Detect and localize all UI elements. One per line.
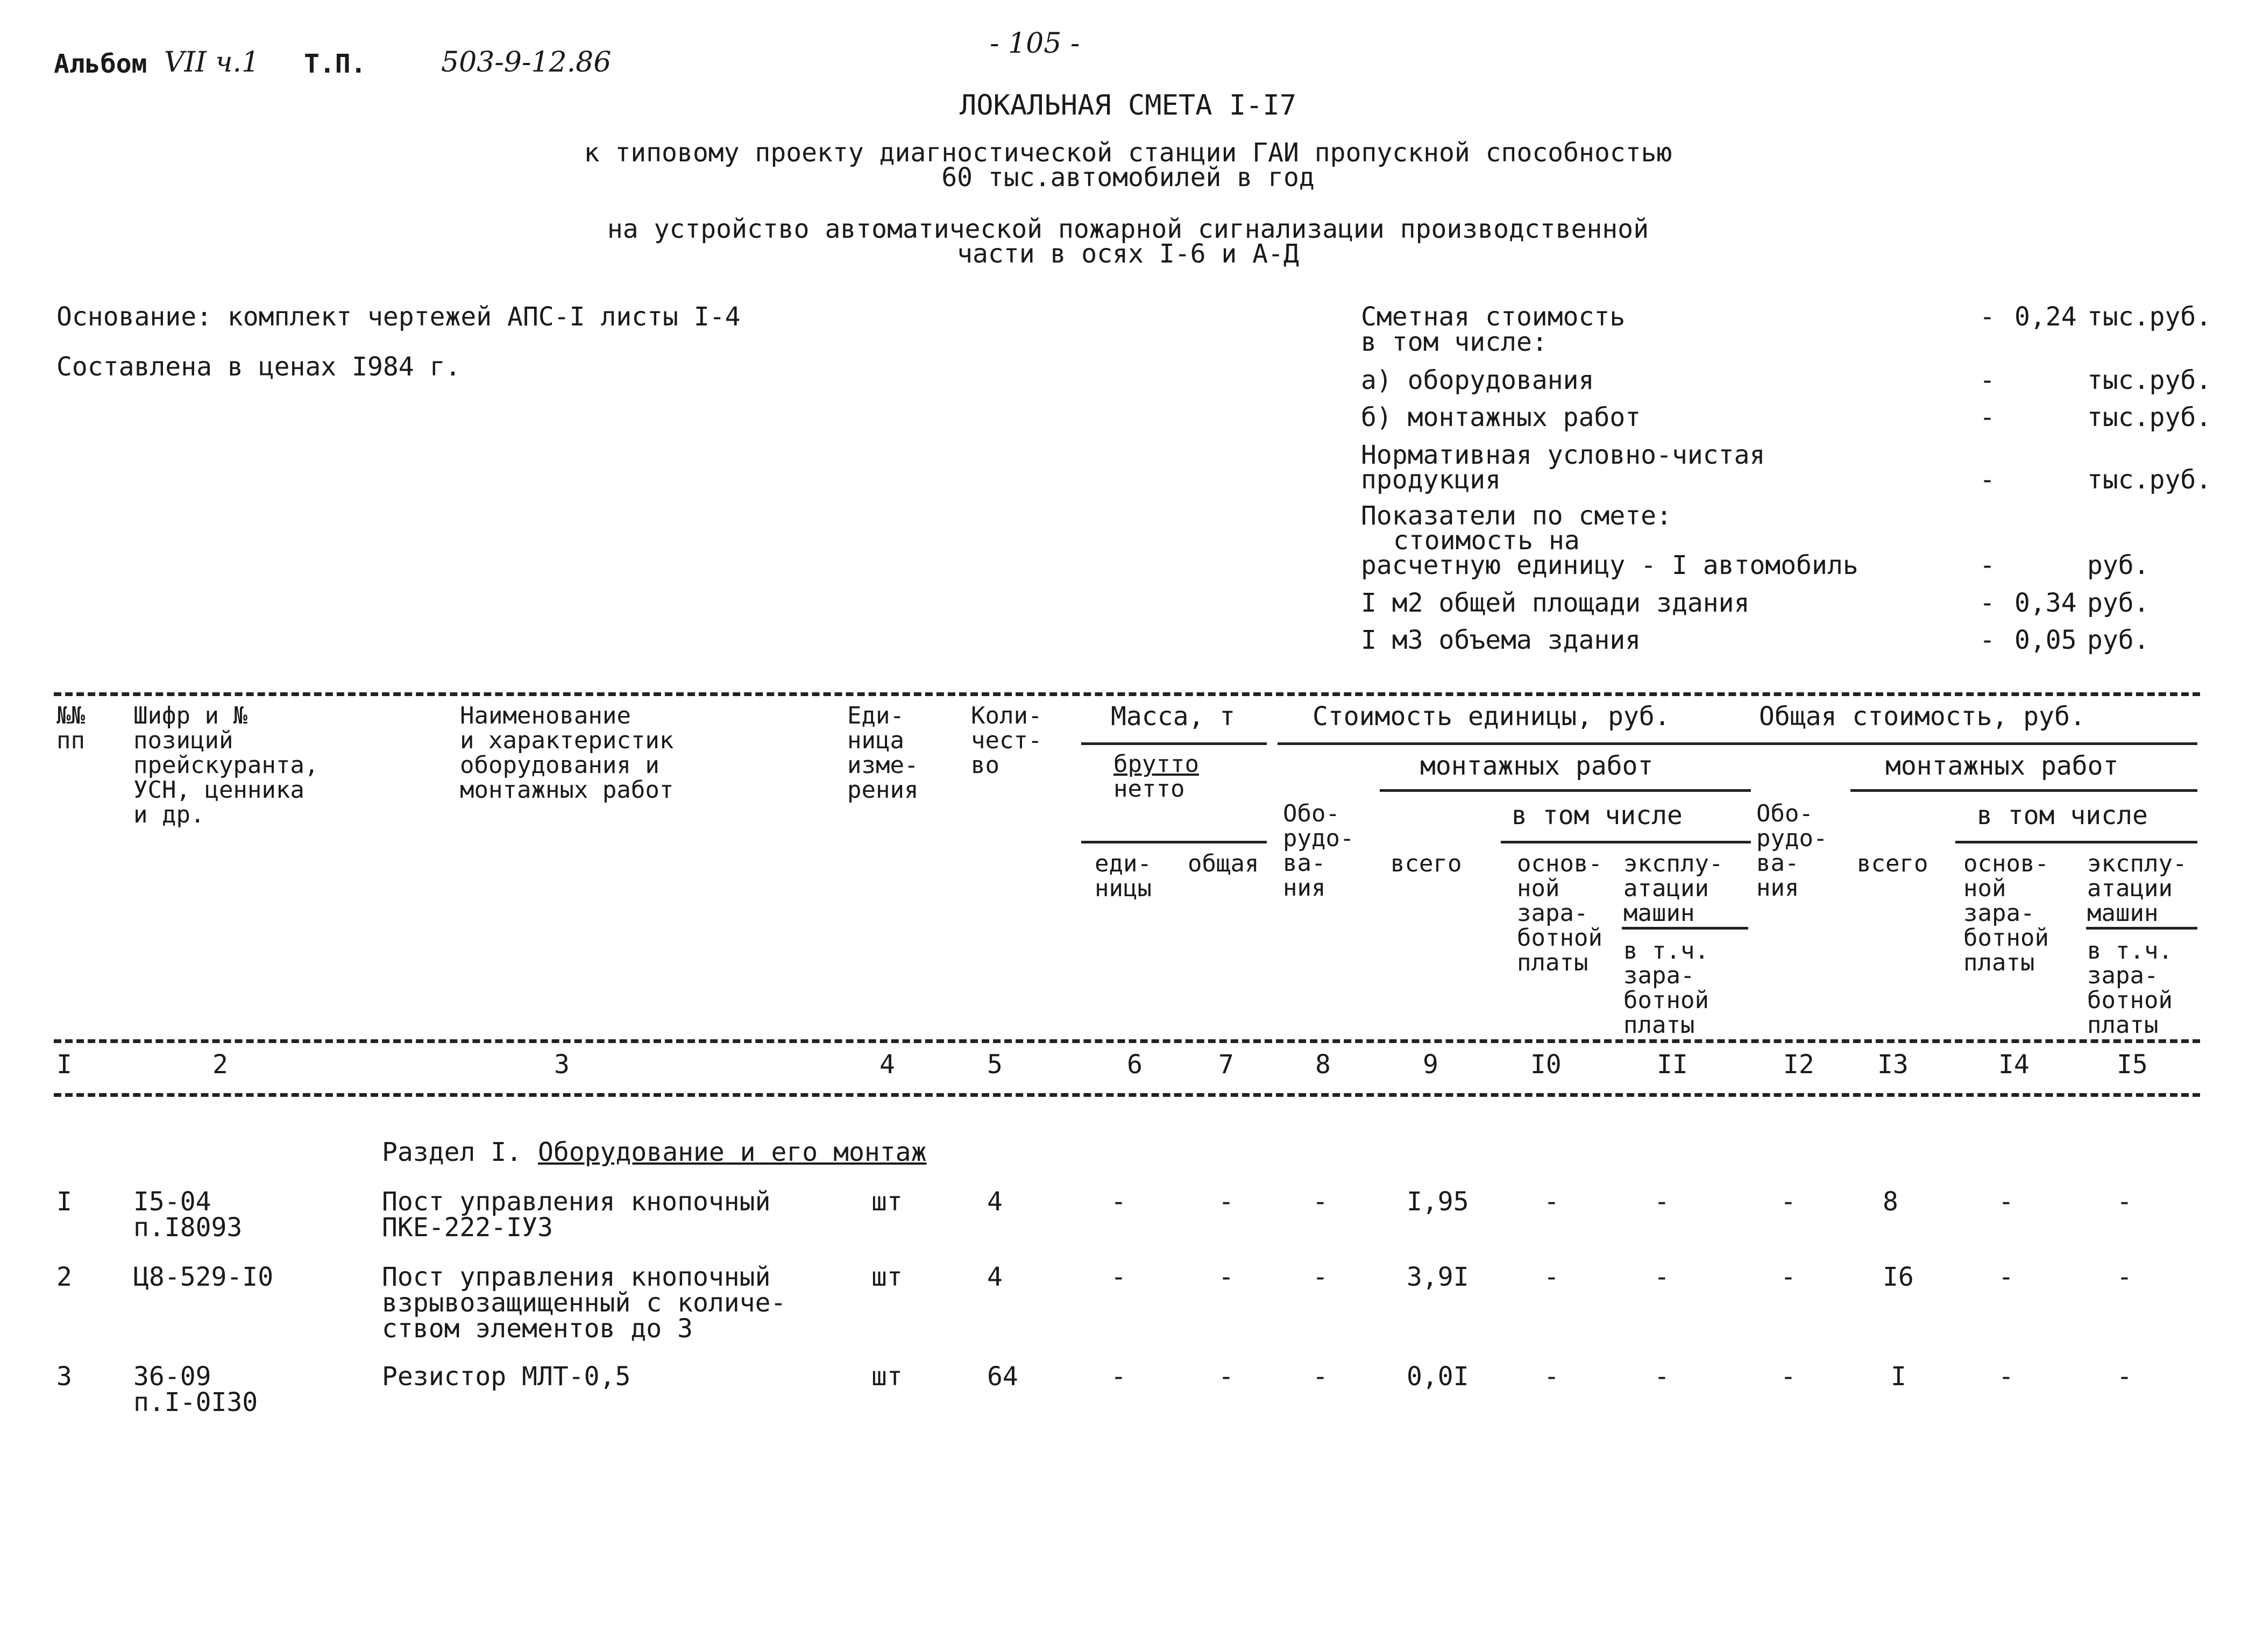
row-quantity: 4 [987,1262,1003,1292]
row-code: I5-04 п.I8093 [133,1187,243,1243]
col-header-equipment-total: Обо- рудо- ва- ния [1756,800,1828,902]
col-header-total-cost: Общая стоимость, руб. [1759,701,2085,732]
row-machines-total: - [2117,1187,2132,1217]
machines-total-rule [2086,927,2197,930]
row-number: 2 [56,1262,72,1292]
album-handwritten: VII ч.1 [164,46,260,79]
summary-dash: - [1980,588,1995,618]
summary-indicators-label-3: расчетную единицу - I автомобиль [1361,550,1858,580]
summary-installation-label: б) монтажных работ [1361,402,1641,433]
col-header-quantity: Коли- чест- во [971,702,1042,779]
col-number: 9 [1423,1050,1438,1080]
row-wage: - [1544,1262,1559,1292]
album-label: Альбом [54,49,147,79]
including-total-rule [1955,841,2197,843]
col-number: 4 [879,1050,895,1080]
col-header-wage: основ- ной зара- ботной платы [1517,850,1602,976]
summary-estimated-cost-value: 0,24 [2014,302,2077,332]
summary-dash: - [1980,465,1995,495]
summary-unit: руб. [2087,625,2149,655]
row-equipment-cost: - [1313,1262,1328,1292]
col-number: I2 [1783,1050,1814,1080]
col-header-all-total: всего [1857,850,1928,877]
col-numbers-bottom-rule [54,1093,2200,1097]
section-title: Оборудование и его монтаж [538,1137,927,1167]
row-code: Ц8-529-I0 [133,1262,274,1292]
row-name: Резистор МЛТ-0,5 [382,1362,631,1392]
including-rule [1501,841,1751,843]
summary-unit: руб. [2087,588,2149,618]
col-header-unit-cost: Стоимость единицы, руб. [1313,701,1670,732]
installation-total-rule [1850,789,2197,792]
col-header-mass-unit: еди- ницы [1095,850,1152,902]
col-number: 6 [1127,1050,1143,1080]
page-number: - 105 - [990,27,1080,60]
col-header-machines-wage-total: в т.ч. зара- ботной платы [2087,937,2173,1039]
machines-rule [1622,927,1748,930]
col-header-all: всего [1391,850,1462,877]
summary-unit: тыс.руб. [2087,302,2212,332]
summary-area-label: I м2 общей площади здания [1361,588,1750,618]
document-title: ЛОКАЛЬНАЯ СМЕТА I-I7 [959,89,1297,122]
row-machines: - [1654,1187,1670,1217]
col-header-installation-total: монтажных работ [1885,751,2119,781]
tp-label: Т.П. [304,49,366,79]
row-code: 36-09 п.I-0I30 [133,1362,258,1417]
row-unit: шт [871,1262,903,1292]
row-unit: шт [871,1362,903,1392]
summary-unit: тыс.руб. [2087,402,2212,433]
col-header-machines-total: эксплу- атации машин [2087,850,2187,927]
summary-dash: - [1980,302,1995,332]
col-header-mass-total: общая [1188,850,1259,877]
row-quantity: 64 [987,1362,1018,1392]
summary-area-value: 0,34 [2014,588,2077,618]
col-number: 5 [987,1050,1003,1080]
summary-net-product-label: Нормативная условно-чистая [1361,440,1765,470]
col-header-installation: монтажных работ [1420,751,1654,781]
header-top-rule [54,692,2200,696]
col-header-including-total: в том числе [1977,800,2148,831]
row-mass-total: - [1218,1362,1234,1392]
summary-equipment-label: а) оборудования [1361,365,1594,395]
summary-net-product-label-2: продукция [1361,465,1501,495]
row-installation-total: I6 [1883,1262,1914,1292]
row-equipment-cost: - [1313,1187,1328,1217]
summary-indicators-label: Показатели по смете: [1361,501,1672,531]
col-header-unit: Еди- ница изме- рения [847,702,919,804]
row-number: 3 [56,1362,72,1392]
row-number: I [56,1187,72,1217]
col-header-including: в том числе [1512,800,1683,831]
summary-volume-value: 0,05 [2014,625,2077,655]
col-number: I4 [1998,1050,2030,1080]
row-wage-total: - [1998,1187,2014,1217]
summary-unit: руб. [2087,550,2149,580]
row-equipment-total: - [1780,1187,1796,1217]
basis-line: Основание: комплект чертежей АПС-I листы I-4 [56,302,741,332]
col-number: 2 [212,1050,228,1080]
row-name: Пост управления кнопочный ПКЕ-222-IУЗ [382,1187,771,1243]
row-installation-total: I [1891,1362,1906,1392]
row-machines: - [1654,1262,1670,1292]
subtitle-line-4: части в осях I-6 и А-Д [957,239,1299,269]
summary-dash: - [1980,402,1995,433]
subtitle-line-1: к типовому проекту диагностической станции ГАИ пропускной способностью [584,138,1672,168]
row-mass-unit: - [1111,1187,1126,1217]
row-machines: - [1654,1362,1670,1392]
col-header-number: №№ пп [56,702,85,754]
row-machines-total: - [2117,1362,2132,1392]
prices-line: Составлена в ценах I984 г. [56,352,461,382]
col-number: I5 [2117,1050,2148,1080]
row-mass-unit: - [1111,1262,1126,1292]
mass-underline [1081,742,1267,745]
row-mass-total: - [1218,1262,1234,1292]
row-unit: шт [871,1187,903,1217]
header-bottom-rule [54,1039,2200,1043]
cost-group-rule [1278,742,2197,745]
row-installation-total: 8 [1883,1187,1898,1217]
row-installation-all: I,95 [1407,1187,1469,1217]
summary-including-label: в том числе: [1361,327,1548,357]
col-number: I3 [1877,1050,1909,1080]
row-mass-total: - [1218,1187,1234,1217]
summary-unit: тыс.руб. [2087,365,2212,395]
summary-dash: - [1980,550,1995,580]
subtitle-line-2: 60 тыс.автомобилей в год [941,162,1315,193]
row-installation-all: 0,0I [1407,1362,1469,1392]
row-equipment-cost: - [1313,1362,1328,1392]
section-prefix: Раздел I. [382,1137,522,1167]
row-wage-total: - [1998,1262,2014,1292]
col-number: I0 [1530,1050,1562,1080]
col-number: II [1657,1050,1688,1080]
row-quantity: 4 [987,1187,1003,1217]
project-code: 503-9-12.86 [441,46,612,79]
col-header-equipment: Обо- рудо- ва- ния [1283,800,1354,902]
summary-volume-label: I м3 объема здания [1361,625,1641,655]
col-header-code: Шифр и № позиций прейскуранта, УСН, ценника и др. [133,702,319,828]
row-equipment-total: - [1780,1362,1796,1392]
mass-sub-rule [1081,841,1267,843]
col-header-machines: эксплу- атации машин [1623,850,1723,927]
row-wage: - [1544,1187,1559,1217]
col-number: I [56,1050,72,1080]
col-number: 7 [1218,1050,1234,1080]
subtitle-line-3: на устройство автоматической пожарной сигнализации производственной [607,214,1649,244]
row-installation-all: 3,9I [1407,1262,1469,1292]
row-wage-total: - [1998,1362,2014,1392]
summary-unit: тыс.руб. [2087,465,2212,495]
row-machines-total: - [2117,1262,2132,1292]
col-header-netto: нетто [1113,775,1185,803]
row-mass-unit: - [1111,1362,1126,1392]
col-header-wage-total: основ- ной зара- ботной платы [1963,850,2049,976]
installation-rule [1380,789,1751,792]
col-header-brutto: брутто [1113,750,1199,778]
summary-dash: - [1980,365,1995,395]
summary-indicators-label-2: стоимость на [1393,526,1580,556]
col-header-name: Наименование и характеристик оборудования и монтажных работ [460,702,674,804]
col-header-machines-wage: в т.ч. зара- ботной платы [1623,937,1709,1039]
col-header-mass: Масса, т [1111,701,1236,732]
col-number: 3 [554,1050,570,1080]
row-equipment-total: - [1780,1262,1796,1292]
col-number: 8 [1315,1050,1331,1080]
summary-estimated-cost-label: Сметная стоимость [1361,302,1626,332]
row-wage: - [1544,1362,1559,1392]
row-name: Пост управления кнопочный взрывозащищенный с количе- ством элементов до 3 [382,1262,786,1344]
summary-dash: - [1980,625,1995,655]
